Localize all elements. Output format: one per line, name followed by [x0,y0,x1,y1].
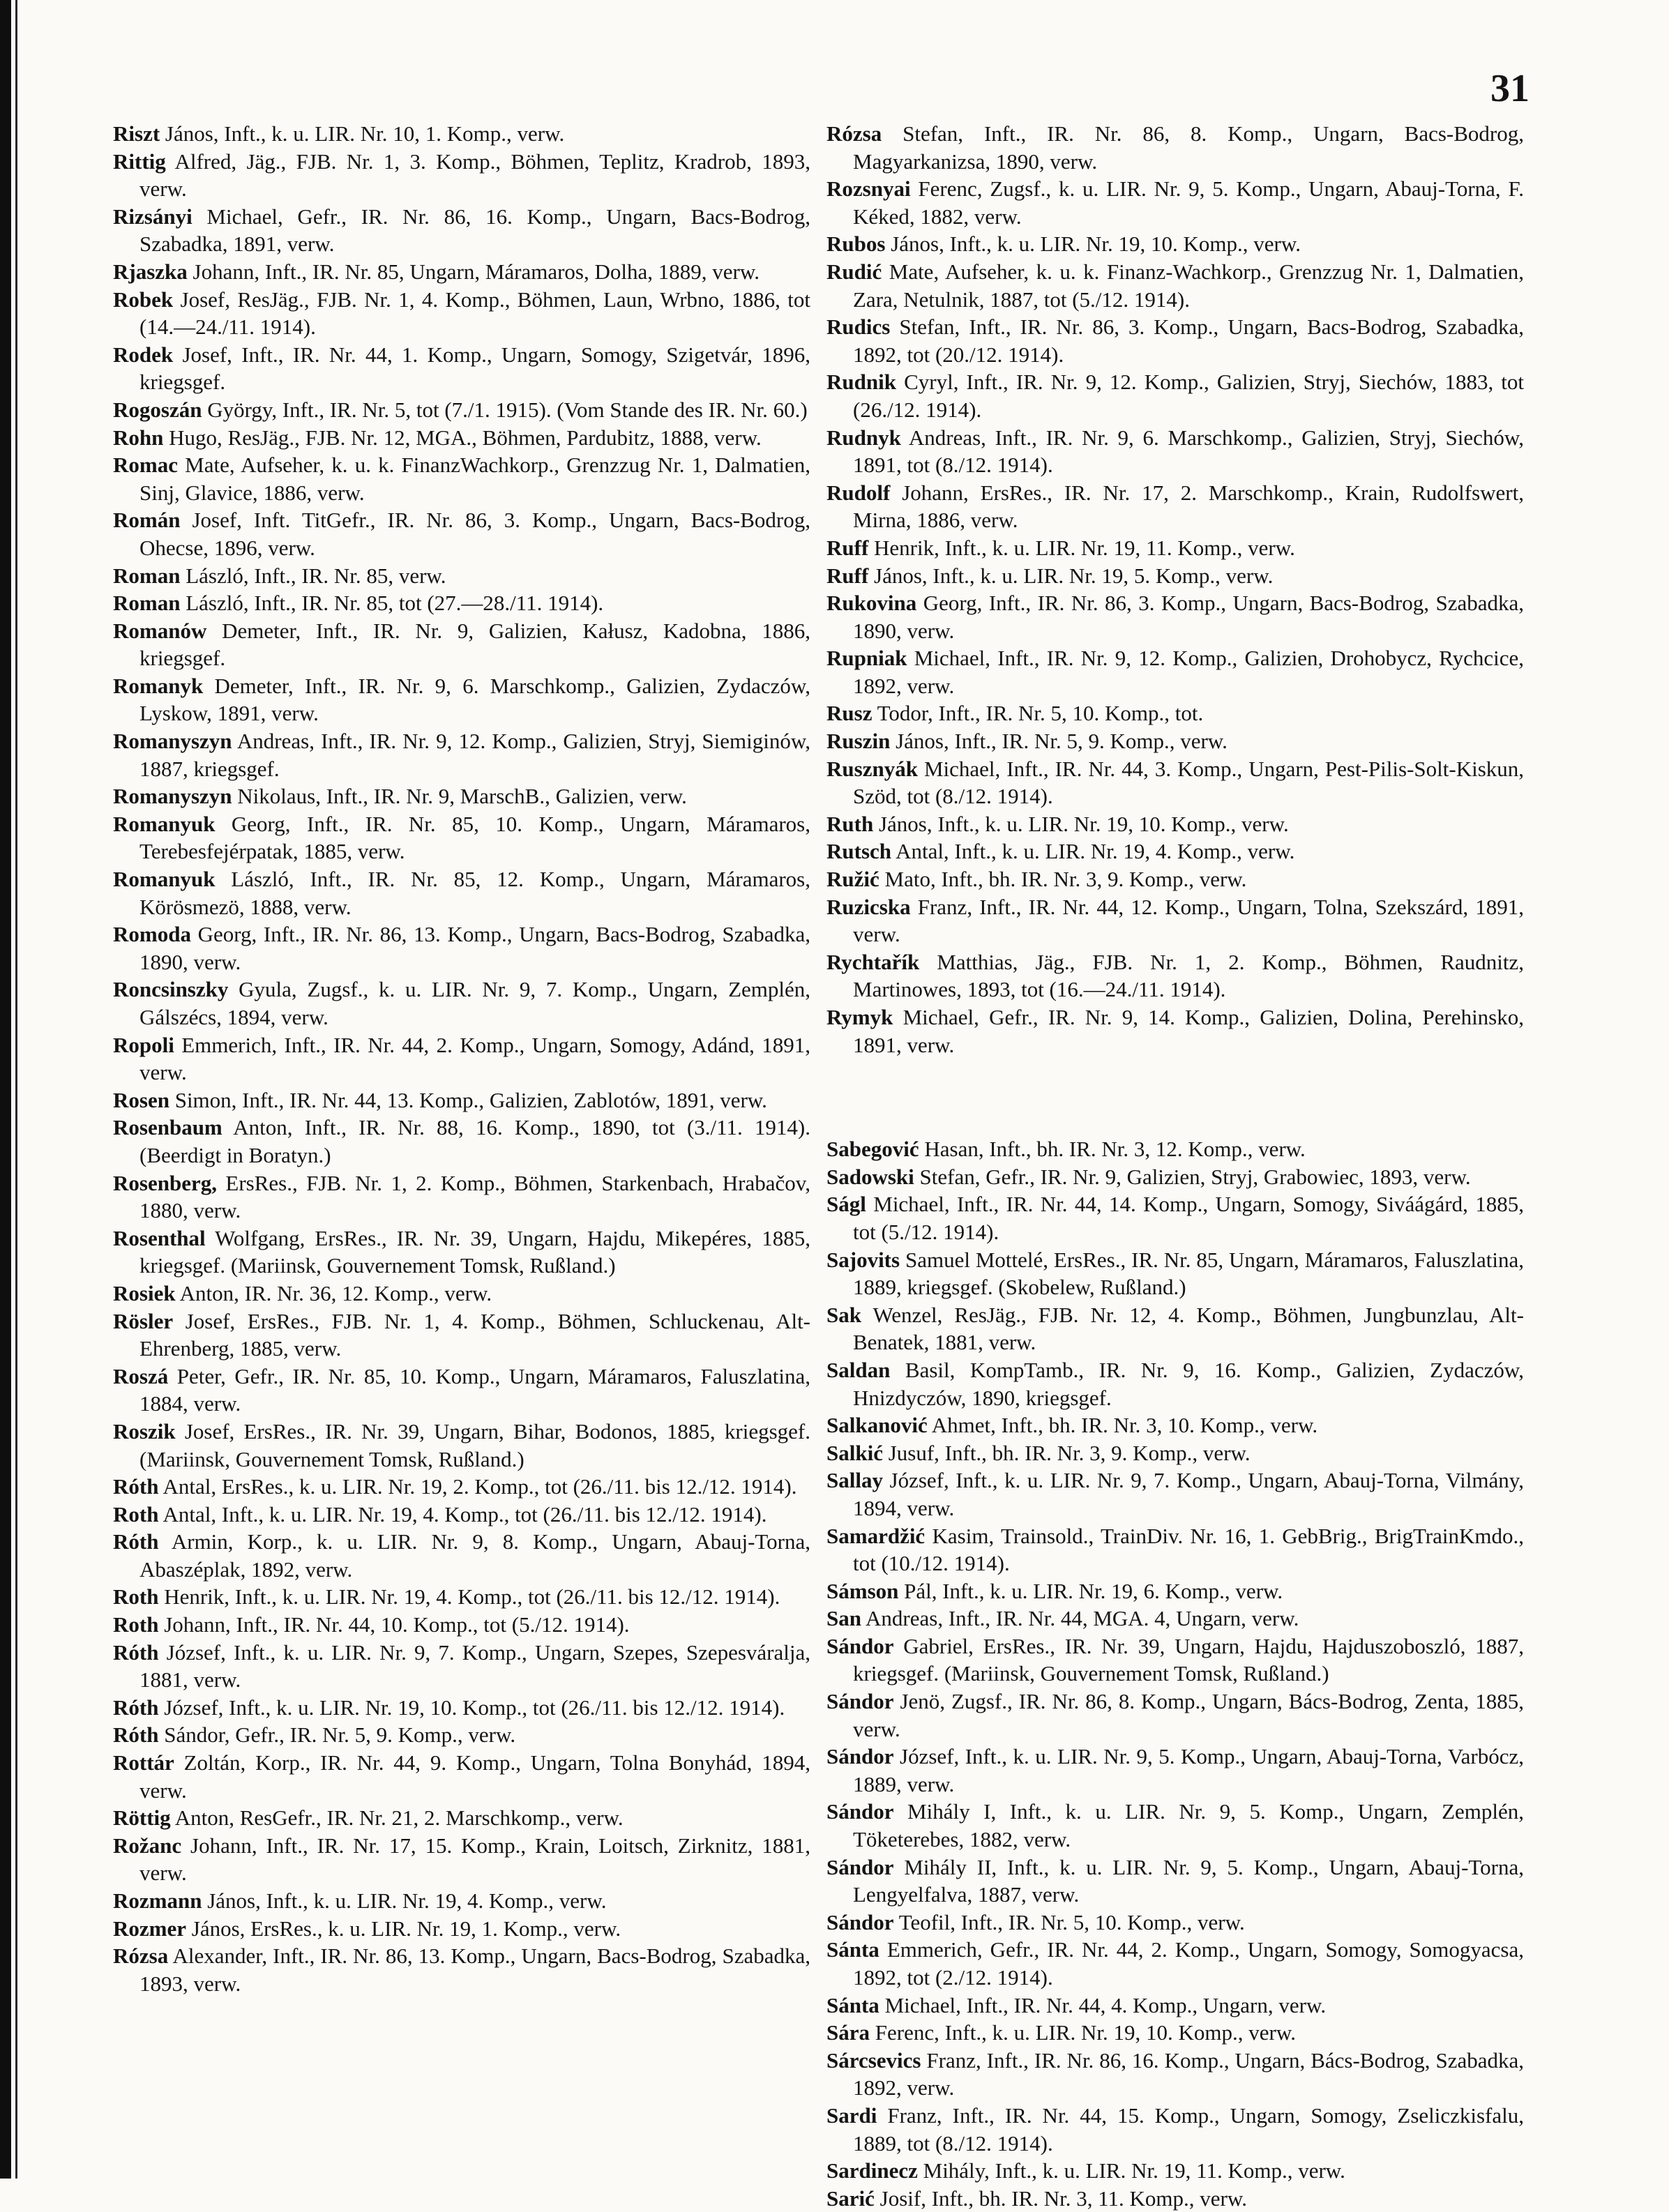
entry-surname: Sára [826,2020,870,2045]
entry-surname: Rusznyák [826,756,918,781]
register-entry [113,617,810,672]
register-entry [826,1411,1524,1439]
entry-surname: Rösler [113,1308,174,1333]
register-entry [113,1942,810,1997]
entry-details: János, Inft., k. u. LIR. Nr. 19, 5. Komp., verw. [874,563,1274,588]
register-entry [826,1992,1524,2020]
entry-details: Emmerich, Inft., IR. Nr. 44, 2. Komp., Ungarn, Somogy, Adánd, 1891, verw. [139,1032,810,1085]
entry-details: Kasim, Trainsold., TrainDiv. Nr. 16, 1. GebBrig., BrigTrainKmdo., tot (10./12. 1914). [853,1523,1524,1576]
register-entry [826,1577,1524,1605]
entry-surname: Rodek [113,342,174,367]
entry-surname: Sándor [826,1854,894,1879]
entry-surname: Sardi [826,2103,877,2128]
register-entry [113,589,810,617]
register-entry [113,1114,810,1169]
register-entry [826,589,1524,644]
entry-surname: Sándor [826,1799,894,1824]
entry-surname: Ruzicska [826,894,911,919]
register-entry [826,2102,1524,2157]
entry-surname: Sándor [826,1744,894,1769]
entry-details: Josif, Inft., bh. IR. Nr. 3, 11. Komp., verw. [879,2186,1248,2211]
entry-surname: Rozmann [113,1888,202,1913]
entry-details: Mate, Aufseher, k. u. k. Finanz-Wachkorp., Grenzzug Nr. 1, Dalmatien, Zara, Netulnik, 1887, tot (5./12. 1914). [853,259,1525,312]
entry-details: Jusuf, Inft., bh. IR. Nr. 3, 9. Komp., verw. [888,1440,1251,1465]
register-entry [113,120,810,148]
entry-surname: Róth [113,1529,159,1554]
entry-surname: Sak [826,1302,861,1327]
entry-details: Sándor, Gefr., IR. Nr. 5, 9. Komp., verw. [164,1722,516,1748]
entry-details: Johann, ErsRes., IR. Nr. 17, 2. Marschkomp., Krain, Rudolfswert, Mirna, 1886, verw. [853,480,1524,533]
entry-details: Gabriel, ErsRes., IR. Nr. 39, Ungarn, Hajdu, Hajduszoboszló, 1887, kriegsgef. (Mariinsk, Gouvernement Tomsk, Rußland.) [853,1633,1525,1686]
entry-surname: Rozsnyai [826,176,911,202]
entry-surname: Róth [113,1722,159,1748]
entry-details: Stefan, Inft., IR. Nr. 86, 8. Komp., Ungarn, Bacs-Bodrog, Magyarkanizsa, 1890, verw. [853,121,1524,174]
register-entry [826,1135,1524,1163]
section-gap [826,1059,1524,1135]
entry-details: László, Inft., IR. Nr. 85, 12. Komp., Ungarn, Máramaros, Körösmezö, 1888, verw. [139,867,810,919]
entry-surname: Sarić [826,2186,875,2211]
register-entry [113,976,810,1031]
entry-surname: Roth [113,1612,159,1637]
entry-details: Josef, ResJäg., FJB. Nr. 1, 4. Komp., Böhmen, Laun, Wrbno, 1886, tot (14.—24./11. 1914). [139,287,810,340]
entry-surname: Riszt [113,121,160,146]
entry-surname: Romanyszyn [113,729,232,754]
right-column [826,120,1524,2212]
entry-details: Michael, Inft., IR. Nr. 44, 3. Komp., Ungarn, Pest-Pilis-Solt-Kiskun, Szöd, tot (8./12. 1914). [853,756,1525,809]
entry-details: János, Inft., IR. Nr. 5, 9. Komp., verw. [896,729,1228,754]
left-column [113,120,810,1997]
register-entry [826,534,1524,562]
entry-surname: Rusz [826,701,873,726]
entry-surname: Romoda [113,922,191,947]
entry-details: György, Inft., IR. Nr. 5, tot (7./1. 1915). (Vom Stande des IR. Nr. 60.) [207,397,808,422]
entry-details: Anton, Inft., IR. Nr. 88, 16. Komp., 1890, tot (3./11. 1914). (Beerdigt in Boratyn.) [139,1115,810,1167]
entry-details: Mihály, Inft., k. u. LIR. Nr. 19, 11. Komp., verw. [923,2158,1345,2183]
entry-details: Hugo, ResJäg., FJB. Nr. 12, MGA., Böhmen, Pardubitz, 1888, verw. [169,425,762,450]
entry-details: Andreas, Inft., IR. Nr. 9, 6. Marschkomp., Galizien, Stryj, Siechów, 1891, tot (8./12. 1914). [853,425,1524,478]
entry-details: Andreas, Inft., IR. Nr. 9, 12. Komp., Galizien, Stryj, Siemiginów, 1887, kriegsgef. [139,729,811,781]
entry-surname: Saldan [826,1357,891,1382]
entry-surname: Sánta [826,1937,879,1962]
register-entry [826,1356,1524,1411]
right-column-s-section [826,1135,1524,2212]
entry-surname: Rjaszka [113,259,188,284]
entry-details: Antal, Inft., k. u. LIR. Nr. 19, 4. Komp., tot (26./11. bis 12./12. 1914). [163,1501,767,1527]
register-entry [826,865,1524,893]
entry-details: Demeter, Inft., IR. Nr. 9, Galizien, Kałusz, Kadobna, 1886, kriegsgef. [139,618,810,671]
register-entry [826,175,1524,230]
register-entry [826,1163,1524,1191]
register-entry [113,1528,810,1583]
register-entry [826,1909,1524,1937]
register-entry [113,1280,810,1308]
register-entry [826,1522,1524,1577]
register-entry [113,865,810,921]
entry-surname: Romanyszyn [113,784,232,809]
entry-details: Georg, Inft., IR. Nr. 86, 13. Komp., Ungarn, Bacs-Bodrog, Szabadka, 1890, verw. [139,922,811,974]
register-entry [826,1246,1524,1301]
register-entry [826,1605,1524,1633]
register-entry [113,1031,810,1086]
entry-details: Anton, ResGefr., IR. Nr. 21, 2. Marschkomp., verw. [174,1805,624,1831]
entry-details: Henrik, Inft., k. u. LIR. Nr. 19, 4. Komp., tot (26./11. bis 12./12. 1914). [164,1584,780,1609]
register-entry [826,2019,1524,2047]
register-entry [113,1308,810,1363]
entry-details: Demeter, Inft., IR. Nr. 9, 6. Marschkomp., Galizien, Zydaczów, Lyskow, 1891, verw. [139,673,811,726]
register-entry [826,948,1524,1003]
entry-surname: Rymyk [826,1005,893,1029]
register-entry [826,1467,1524,1522]
register-entry [113,1225,810,1280]
entry-surname: Róth [113,1474,159,1499]
entry-surname: Rohn [113,425,164,450]
entry-details: Ahmet, Inft., bh. IR. Nr. 3, 10. Komp., verw. [931,1413,1318,1438]
entry-surname: Sámson [826,1578,899,1603]
entry-surname: Roman [113,591,181,616]
register-entry [826,1301,1524,1356]
register-entry [113,1418,810,1473]
entry-details: Wenzel, ResJäg., FJB. Nr. 12, 4. Komp., Böhmen, Jungbunzlau, Alt-Benatek, 1881, verw. [853,1302,1524,1355]
entry-details: Peter, Gefr., IR. Nr. 85, 10. Komp., Ungarn, Máramaros, Faluszlatina, 1884, verw. [139,1363,810,1416]
register-entry [826,230,1524,258]
right-column-r-section [826,120,1524,1059]
entry-details: Stefan, Gefr., IR. Nr. 9, Galizien, Stryj, Grabowiec, 1893, verw. [919,1164,1471,1189]
entry-surname: Roth [113,1584,159,1609]
register-entry [826,1936,1524,1991]
entry-surname: Rizsányi [113,204,192,229]
register-entry [826,644,1524,699]
entry-details: Henrik, Inft., k. u. LIR. Nr. 19, 11. Komp., verw. [874,535,1295,560]
entry-details: Michael, Inft., IR. Nr. 9, 12. Komp., Galizien, Drohobycz, Rychcice, 1892, verw. [853,646,1525,698]
register-entry [113,1749,810,1804]
register-entry [113,1086,810,1114]
entry-details: Hasan, Inft., bh. IR. Nr. 3, 12. Komp., verw. [924,1137,1306,1162]
entry-surname: Sándor [826,1633,894,1658]
entry-surname: San [826,1606,861,1631]
entry-surname: Roszik [113,1418,176,1444]
entry-surname: Ruff [826,535,869,560]
entry-surname: Rudnik [826,370,896,395]
register-entry [113,203,810,258]
entry-details: János, Inft., k. u. LIR. Nr. 10, 1. Komp., verw. [165,121,565,146]
register-entry [826,368,1524,423]
entry-details: Johann, Inft., IR. Nr. 44, 10. Komp., tot (5./12. 1914). [164,1612,630,1637]
entry-surname: Róth [113,1695,159,1720]
entry-details: Cyryl, Inft., IR. Nr. 9, 12. Komp., Galizien, Stryj, Siechów, 1883, tot (26./12. 1914). [853,370,1525,422]
entry-details: Todor, Inft., IR. Nr. 5, 10. Komp., tot. [877,701,1204,726]
entry-details: Johann, Inft., IR. Nr. 17, 15. Komp., Krain, Loitsch, Zirknitz, 1881, verw. [139,1833,810,1886]
register-entry [826,1003,1524,1059]
entry-details: Georg, Inft., IR. Nr. 85, 10. Komp., Ungarn, Máramaros, Terebesfejérpatak, 1885, verw. [139,811,810,864]
entry-surname: Roszá [113,1363,169,1388]
entry-details: János, Inft., k. u. LIR. Nr. 19, 4. Komp., verw. [207,1888,607,1913]
entry-surname: Rozmer [113,1916,186,1941]
register-entry [113,424,810,452]
entry-details: János, Inft., k. u. LIR. Nr. 19, 10. Komp., verw. [878,811,1289,836]
entry-details: József, Inft., k. u. LIR. Nr. 19, 10. Komp., tot (26./11. bis 12./12. 1914). [164,1695,785,1720]
entry-details: Alfred, Jäg., FJB. Nr. 1, 3. Komp., Böhmen, Teplitz, Kradrob, 1893, verw. [139,149,811,202]
entry-surname: Salkić [826,1440,883,1465]
entry-details: Mihály II, Inft., k. u. LIR. Nr. 9, 5. Komp., Ungarn, Abauj-Torna, Lengyelfalva, 1887, verw. [853,1854,1525,1907]
entry-details: Josef, Inft. TitGefr., IR. Nr. 86, 3. Komp., Ungarn, Bacs-Bodrog, Ohecse, 1896, verw. [139,508,810,560]
entry-surname: Sándor [826,1909,894,1934]
entry-details: Gyula, Zugsf., k. u. LIR. Nr. 9, 7. Komp., Ungarn, Zemplén, Gálszécs, 1894, verw. [139,977,811,1029]
entry-surname: Salkanović [826,1413,928,1438]
entry-surname: Romac [113,453,178,478]
entry-details: Matthias, Jäg., FJB. Nr. 1, 2. Komp., Böhmen, Raudnitz, Martinowes, 1893, tot (16.—24./11. 1914). [853,949,1524,1002]
entry-details: József, Inft., k. u. LIR. Nr. 9, 5. Komp., Ungarn, Abauj-Torna, Varbócz, 1889, verw. [853,1744,1524,1796]
entry-surname: Romanów [113,618,207,643]
register-entry [113,1473,810,1501]
entry-details: ErsRes., FJB. Nr. 1, 2. Komp., Böhmen, Starkenbach, Hrabačov, 1880, verw. [139,1170,811,1223]
entry-details: Armin, Korp., k. u. LIR. Nr. 9, 8. Komp., Ungarn, Abauj-Torna, Abaszéplak, 1892, verw. [139,1529,810,1582]
register-entry [826,1633,1524,1688]
register-entry [113,286,810,341]
register-entry [113,148,810,203]
entry-details: Antal, Inft., k. u. LIR. Nr. 19, 4. Komp., verw. [896,839,1295,864]
register-entry [826,562,1524,590]
entry-details: Zoltán, Korp., IR. Nr. 44, 9. Komp., Ungarn, Tolna Bonyhád, 1894, verw. [139,1750,810,1803]
register-entry [113,672,810,727]
register-entry [826,838,1524,865]
entry-surname: Rychtařík [826,949,920,974]
entry-surname: Ruszin [826,729,891,754]
entry-surname: Sánta [826,1992,879,2017]
register-entry [113,810,810,865]
register-entry [826,2047,1524,2102]
entry-surname: Rubos [826,232,886,257]
register-entry [113,396,810,424]
entry-surname: Róth [113,1639,159,1665]
page-edge-line [15,0,17,2179]
entry-details: Teofil, Inft., IR. Nr. 5, 10. Komp., verw. [898,1909,1245,1934]
entry-details: Simon, Inft., IR. Nr. 44, 13. Komp., Galizien, Zablotów, 1891, verw. [174,1087,767,1112]
entry-details: Johann, Inft., IR. Nr. 85, Ungarn, Máramaros, Dolha, 1889, verw. [192,259,760,284]
entry-surname: Roman [113,563,181,588]
entry-details: Mate, Aufseher, k. u. k. FinanzWachkorp., Grenzzug Nr. 1, Dalmatien, Sinj, Glavice, 1886, verw. [139,453,810,505]
register-entry [826,810,1524,838]
page-edge-shadow [0,0,11,2179]
entry-surname: Rosen [113,1087,169,1112]
register-entry [113,451,810,506]
entry-details: László, Inft., IR. Nr. 85, verw. [186,563,446,588]
entry-surname: Romanyk [113,673,204,698]
entry-surname: Sajovits [826,1247,900,1272]
entry-details: Wolfgang, ErsRes., IR. Nr. 39, Ungarn, Hajdu, Mikepéres, 1885, kriegsgef. (Mariinsk, Gouvernement Tomsk, Rußland.) [139,1225,810,1278]
entry-surname: Rudics [826,315,891,340]
register-entry [113,1887,810,1915]
register-entry [113,1583,810,1611]
entry-surname: Sardinecz [826,2158,918,2183]
entry-surname: Sándor [826,1689,894,1714]
register-entry [113,782,810,810]
entry-surname: Ružić [826,867,879,892]
entry-details: Basil, KompTamb., IR. Nr. 9, 16. Komp., Galizien, Zydaczów, Hnizdyczów, 1890, kriegsgef. [853,1357,1525,1410]
entry-details: Georg, Inft., IR. Nr. 86, 3. Komp., Ungarn, Bacs-Bodrog, Szabadka, 1890, verw. [853,591,1525,643]
register-entry [113,1915,810,1943]
entry-surname: Rosenbaum [113,1115,222,1140]
register-entry [826,1190,1524,1245]
entry-details: Mihály I, Inft., k. u. LIR. Nr. 9, 5. Komp., Ungarn, Zemplén, Töketerebes, 1882, verw. [853,1799,1524,1852]
register-entry [826,258,1524,313]
entry-surname: Román [113,508,181,533]
register-entry [113,1169,810,1225]
entry-surname: Samardžić [826,1523,926,1548]
entry-surname: Rosiek [113,1280,176,1305]
register-entry [826,1743,1524,1798]
entry-details: Pál, Inft., k. u. LIR. Nr. 19, 6. Komp., verw. [904,1578,1283,1603]
entry-details: László, Inft., IR. Nr. 85, tot (27.—28./11. 1914). [186,591,604,616]
entry-surname: Rittig [113,149,166,174]
entry-details: Michael, Inft., IR. Nr. 44, 14. Komp., Ungarn, Somogy, Siváágárd, 1885, tot (5./12. 1914). [853,1192,1524,1244]
entry-surname: Rosenthal [113,1225,206,1250]
entry-details: József, Inft., k. u. LIR. Nr. 9, 7. Komp., Ungarn, Abauj-Torna, Vilmány, 1894, verw. [853,1468,1525,1520]
entry-surname: Robek [113,287,174,312]
register-entry [113,727,810,782]
entry-surname: Rogoszán [113,397,202,422]
register-entry [113,1501,810,1529]
entry-details: József, Inft., k. u. LIR. Nr. 9, 7. Komp., Ungarn, Szepes, Szepesváralja, 1881, verw. [139,1639,810,1692]
register-entry [113,1639,810,1694]
entry-surname: Rosenberg, [113,1170,217,1195]
entry-surname: Rottár [113,1750,174,1775]
register-entry [826,755,1524,810]
entry-surname: Rutsch [826,839,892,864]
register-entry [826,727,1524,755]
register-entry [113,1611,810,1639]
register-entry [113,1721,810,1749]
entry-surname: Rudolf [826,480,891,505]
entry-surname: Rupniak [826,646,907,671]
page-number: 31 [1490,67,1530,110]
entry-details: Samuel Mottelé, ErsRes., IR. Nr. 85, Ungarn, Máramaros, Faluszlatina, 1889, kriegsgef. (Skobelew, Rußland.) [853,1247,1524,1300]
register-entry [113,1694,810,1722]
entry-details: Josef, ErsRes., IR. Nr. 39, Ungarn, Bihar, Bodonos, 1885, kriegsgef. (Mariinsk, Gouvernement Tomsk, Rußland.) [139,1418,811,1471]
entry-details: Josef, ErsRes., FJB. Nr. 1, 4. Komp., Böhmen, Schluckenau, Alt-Ehrenberg, 1885, verw. [139,1308,811,1361]
register-entry [826,424,1524,479]
entry-details: János, Inft., k. u. LIR. Nr. 19, 10. Komp., verw. [891,232,1301,257]
entry-details: Mato, Inft., bh. IR. Nr. 3, 9. Komp., verw. [884,867,1247,892]
entry-surname: Ságl [826,1192,866,1217]
entry-surname: Ruff [826,563,869,588]
entry-surname: Rukovina [826,591,917,616]
entry-surname: Rudić [826,259,882,284]
entry-details: Antal, ErsRes., k. u. LIR. Nr. 19, 2. Komp., tot (26./11. bis 12./12. 1914). [163,1474,797,1499]
entry-surname: Rózsa [113,1944,169,1969]
entry-surname: Sadowski [826,1164,914,1189]
entry-details: Stefan, Inft., IR. Nr. 86, 3. Komp., Ungarn, Bacs-Bodrog, Szabadka, 1892, tot (20./12. 1914). [853,315,1524,367]
entry-details: János, ErsRes., k. u. LIR. Nr. 19, 1. Komp., verw. [191,1916,621,1941]
entry-details: Michael, Gefr., IR. Nr. 9, 14. Komp., Galizien, Dolina, Perehinsko, 1891, verw. [853,1005,1524,1057]
entry-details: Nikolaus, Inft., IR. Nr. 9, MarschB., Galizien, verw. [237,784,687,809]
register-entry [826,1439,1524,1467]
register-entry [826,893,1524,948]
entry-details: Franz, Inft., IR. Nr. 86, 16. Komp., Ungarn, Bács-Bodrog, Szabadka, 1892, verw. [853,2047,1525,2100]
register-entry [826,699,1524,727]
register-entry [826,313,1524,368]
entry-surname: Roncsinszky [113,977,229,1002]
entry-details: Alexander, Inft., IR. Nr. 86, 13. Komp., Ungarn, Bacs-Bodrog, Szabadka, 1893, verw. [139,1944,810,1996]
register-entry [826,1688,1524,1743]
register-entry [826,1854,1524,1909]
entry-details: Franz, Inft., IR. Nr. 44, 12. Komp., Ungarn, Tolna, Szekszárd, 1891, verw. [853,894,1525,947]
register-entry [826,2157,1524,2185]
register-entry [826,479,1524,534]
register-entry [113,1804,810,1832]
entry-details: Ferenc, Inft., k. u. LIR. Nr. 19, 10. Komp., verw. [875,2020,1296,2045]
register-entry [113,1363,810,1418]
entry-details: Ferenc, Zugsf., k. u. LIR. Nr. 9, 5. Komp., Ungarn, Abauj-Torna, F. Kéked, 1882, verw. [853,176,1524,229]
entry-surname: Rožanc [113,1833,182,1858]
entry-details: Emmerich, Gefr., IR. Nr. 44, 2. Komp., Ungarn, Somogy, Somogyacsa, 1892, tot (2./12. 1914). [853,1937,1524,1990]
register-entry [113,1832,810,1887]
register-entry [826,1798,1524,1853]
register-entry [826,2185,1524,2212]
register-entry [826,120,1524,175]
entry-surname: Rózsa [826,121,882,146]
entry-details: Josef, Inft., IR. Nr. 44, 1. Komp., Ungarn, Somogy, Szigetvár, 1896, kriegsgef. [139,342,811,395]
register-entry [113,562,810,590]
entry-surname: Ruth [826,811,874,836]
register-entry [113,506,810,561]
entry-surname: Romanyuk [113,811,216,836]
entry-surname: Sallay [826,1468,883,1493]
entry-surname: Rudnyk [826,425,901,450]
entry-details: Michael, Gefr., IR. Nr. 86, 16. Komp., Ungarn, Bacs-Bodrog, Szabadka, 1891, verw. [139,204,811,257]
entry-surname: Romanyuk [113,867,216,892]
entry-surname: Sárcsevics [826,2047,921,2073]
entry-surname: Sabegović [826,1137,919,1162]
entry-surname: Röttig [113,1805,171,1831]
entry-details: Andreas, Inft., IR. Nr. 44, MGA. 4, Ungarn, verw. [866,1606,1299,1631]
entry-details: Anton, IR. Nr. 36, 12. Komp., verw. [179,1280,492,1305]
register-entry [113,341,810,396]
register-entry [113,921,810,976]
register-entry [113,258,810,286]
entry-details: Franz, Inft., IR. Nr. 44, 15. Komp., Ungarn, Somogy, Zseliczkisfalu, 1889, tot (8./12. 1914). [853,2103,1525,2156]
entry-surname: Roth [113,1501,159,1527]
entry-details: Michael, Inft., IR. Nr. 44, 4. Komp., Ungarn, verw. [884,1992,1327,2017]
entry-surname: Ropoli [113,1032,174,1057]
entry-details: Jenö, Zugsf., IR. Nr. 86, 8. Komp., Ungarn, Bács-Bodrog, Zenta, 1885, verw. [853,1689,1524,1741]
